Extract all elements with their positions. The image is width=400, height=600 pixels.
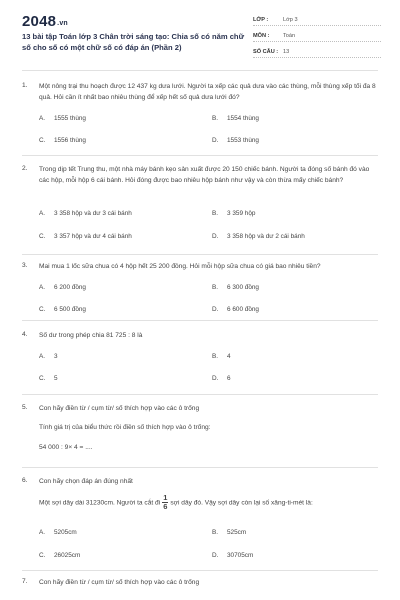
option-letter: C. (39, 137, 46, 144)
question-text: Con hãy điền từ / cụm từ/ số thích hợp vào các ô trống (39, 579, 200, 586)
question-number: 3. (22, 262, 28, 269)
option-letter: C. (39, 375, 46, 382)
option-letter: C. (39, 306, 46, 313)
option-letter: A. (39, 529, 46, 536)
option-letter: C. (39, 233, 46, 240)
option-letter: A. (39, 115, 46, 122)
option-text: 3 358 hộp và dư 2 cái bánh (227, 233, 305, 240)
option-b[interactable] (212, 529, 246, 536)
option-letter: A. (39, 284, 46, 291)
meta-row-class (253, 13, 381, 26)
divider (22, 155, 378, 156)
question-text: Một nông trại thu hoạch được 12 437 kg dưa lưới. Người ta xếp các quả dưa vào các thùng, mỗi thùng xếp tối đa 8 quả. Hỏi cần ít nhất bao nhiêu thùng để xếp hết số quả dưa lưới đó? (39, 83, 376, 101)
option-a[interactable] (39, 353, 58, 360)
question-3 (22, 262, 380, 322)
option-d[interactable] (212, 552, 253, 559)
divider (22, 467, 378, 468)
option-c[interactable] (39, 552, 80, 559)
question-number: 4. (22, 331, 28, 338)
option-c[interactable] (39, 306, 86, 313)
option-a[interactable] (39, 529, 77, 536)
logo-text: 2048 (22, 13, 57, 30)
option-text: 4 (227, 353, 231, 360)
meta-value: 13 (283, 49, 290, 55)
meta-row-subject (253, 29, 381, 42)
meta-row-count (253, 45, 381, 58)
option-d[interactable] (212, 306, 259, 313)
question-number: 6. (22, 477, 28, 484)
option-letter: B. (212, 353, 219, 360)
statement-before: Một sợi dây dài 31230cm. Người ta cắt đi (39, 499, 161, 507)
option-text: 3 359 hộp (227, 210, 256, 217)
option-b[interactable] (212, 284, 259, 291)
option-d[interactable] (212, 375, 231, 382)
divider (22, 70, 378, 71)
divider (22, 394, 378, 395)
logo-suffix: .vn (57, 20, 68, 27)
option-b[interactable] (212, 115, 259, 122)
option-letter: D. (212, 233, 219, 240)
question-instruction: Tính giá trị của biểu thức rồi điền số thích hợp vào ô trống: (39, 424, 211, 431)
question-7 (22, 578, 380, 598)
divider (22, 254, 378, 255)
option-letter: D. (212, 137, 219, 144)
meta-key: MÔN : (253, 33, 270, 39)
option-letter: B. (212, 210, 219, 217)
option-text: 525cm (227, 529, 247, 536)
option-c[interactable] (39, 137, 86, 144)
question-text: Mai mua 1 lốc sữa chua có 4 hộp hết 25 200 đồng. Hỏi mỗi hộp sữa chua có giá bao nhiêu tiền? (39, 263, 321, 270)
question-6 (22, 477, 380, 567)
document-title: 13 bài tập Toán lớp 3 Chân trời sáng tạo: Chia số có năm chữ số cho số có một chữ số có đáp án (Phần 2) (22, 32, 245, 52)
fill-in-expression[interactable]: 54 000 : 9× 4 = .... (39, 444, 93, 451)
meta-value: Lớp 3 (283, 17, 298, 23)
option-letter: D. (212, 306, 219, 313)
option-a[interactable] (39, 115, 86, 122)
option-text: 3 358 hộp và dư 3 cái bánh (54, 210, 132, 217)
option-b[interactable] (212, 210, 255, 217)
page-header (0, 0, 400, 66)
option-text: 6 500 đồng (54, 306, 86, 313)
option-letter: B. (212, 284, 219, 291)
question-4 (22, 331, 380, 391)
option-text: 1553 thùng (227, 137, 259, 144)
question-number: 5. (22, 404, 28, 411)
option-c[interactable] (39, 375, 58, 382)
option-c[interactable] (39, 233, 132, 240)
meta-info (253, 13, 381, 61)
option-text: 1554 thùng (227, 115, 259, 122)
meta-key: LỚP : (253, 17, 269, 23)
question-2 (22, 165, 380, 245)
meta-key: SỐ CÂU : (253, 49, 279, 55)
option-a[interactable] (39, 210, 132, 217)
option-text: 6 (227, 375, 231, 382)
question-number: 7. (22, 578, 28, 585)
question-text: Con hãy chọn đáp án đúng nhất (39, 478, 133, 485)
divider (22, 320, 378, 321)
meta-value: Toán (283, 33, 296, 39)
option-text: 3 (54, 353, 58, 360)
site-logo[interactable] (22, 13, 68, 30)
option-text: 3 357 hộp và dư 4 cái bánh (54, 233, 132, 240)
question-text: Số dư trong phép chia 81 725 : 8 là (39, 332, 143, 339)
fraction-denominator: 6 (163, 502, 168, 511)
fraction-numerator: 1 (163, 493, 168, 502)
question-text: Trong dịp tết Trung thu, một nhà máy bánh kẹo sản xuất được 20 150 chiếc bánh. Người ta đóng số bánh đó vào các hộp, mỗi hộp 6 cái bánh. Hỏi đóng được bao nhiêu hộp bánh như vậy và còn thừa mấy chiếc bánh? (39, 166, 370, 184)
divider (22, 570, 378, 571)
option-d[interactable] (212, 233, 305, 240)
option-text: 1556 thùng (54, 137, 86, 144)
question-number: 2. (22, 165, 28, 172)
question-number: 1. (22, 82, 28, 89)
option-text: 5205cm (54, 529, 77, 536)
option-letter: C. (39, 552, 46, 559)
option-letter: D. (212, 375, 219, 382)
option-letter: B. (212, 115, 219, 122)
statement-after: sợi dây đó. Vậy sợi dây còn lại số xăng-ti-mét là: (170, 499, 313, 507)
option-text: 5 (54, 375, 58, 382)
option-letter: B. (212, 529, 219, 536)
option-letter: A. (39, 353, 46, 360)
option-a[interactable] (39, 284, 86, 291)
question-1 (22, 82, 380, 142)
option-d[interactable] (212, 137, 259, 144)
fraction (162, 494, 168, 511)
option-b[interactable] (212, 353, 231, 360)
option-letter: A. (39, 210, 46, 217)
option-letter: D. (212, 552, 219, 559)
option-text: 26025cm (54, 552, 81, 559)
option-text: 6 300 đồng (227, 284, 259, 291)
option-text: 6 200 đồng (54, 284, 86, 291)
question-5 (22, 404, 380, 464)
option-text: 6 600 đồng (227, 306, 259, 313)
option-text: 1555 thùng (54, 115, 86, 122)
option-text: 30705cm (227, 552, 254, 559)
question-statement (39, 494, 377, 512)
question-text: Con hãy điền từ / cụm từ/ số thích hợp vào các ô trống (39, 405, 200, 412)
